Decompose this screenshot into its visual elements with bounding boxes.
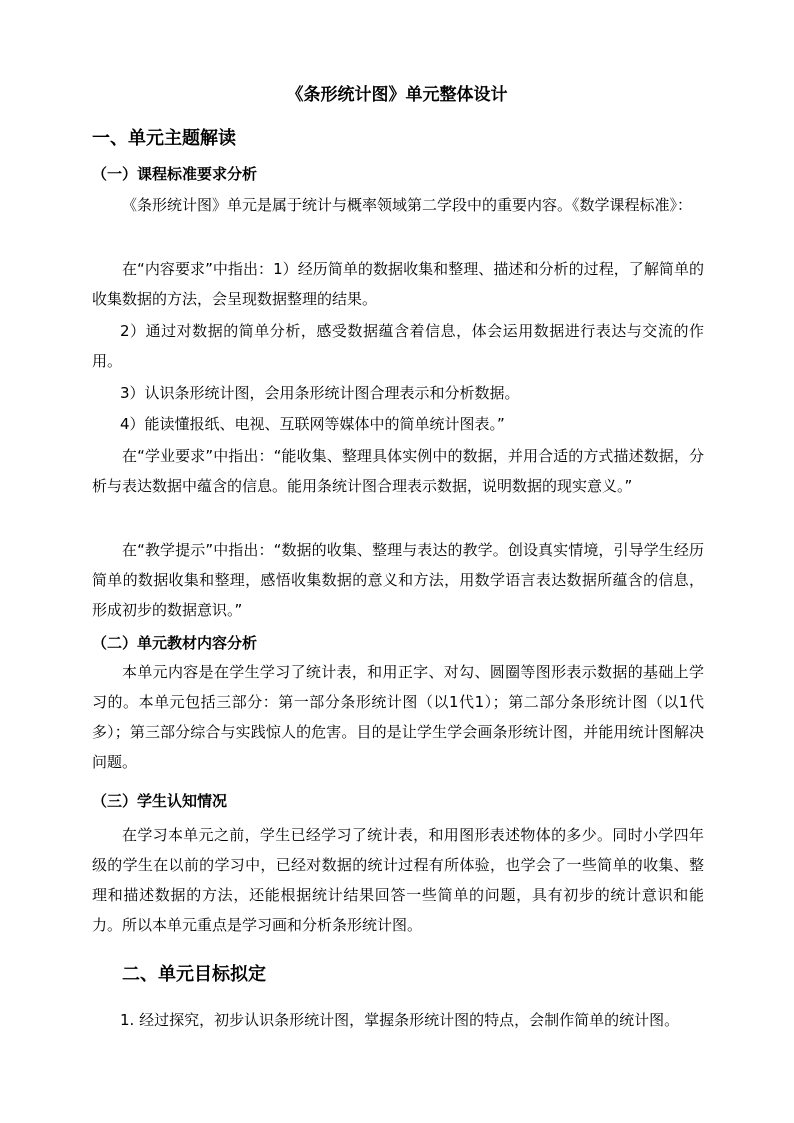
paragraph-requirement-item-3: 3）认识条形统计图，会用条形统计图合理表示和分析数据。 bbox=[120, 384, 520, 402]
document-title: 《条形统计图》单元整体设计 bbox=[286, 85, 508, 105]
section-heading-unit-theme: 一、单元主题解读 bbox=[92, 128, 236, 149]
paragraph-standards-intro: 《条形统计图》单元是属于统计与概率领域第二学段中的重要内容。《数学课程标准》： bbox=[122, 196, 693, 214]
paragraph-textbook-content: 本单元内容是在学生学习了统计表，和用正字、对勾、圆圈等图形表示数据的基础上学习的。本单元包括三部分：第一部分条形统计图（以1代1）；第二部分条形统计图（以1代多）；第三部分综合与实践惊人的危害。目的是让学生学会画条形统计图，并能用统计图解决问题。 bbox=[92, 663, 704, 771]
paragraph-teaching-tips: 在“教学提示”中指出：“数据的收集、整理与表达的教学。创设真实情境，引导学生经历简单的数据收集和整理，感悟收集数据的意义和方法，用数学语言表达数据所蕴含的信息，形成初步的数据意识。” bbox=[92, 541, 704, 619]
subsection-heading-student-cognition: （三）学生认知情况 bbox=[92, 792, 228, 810]
paragraph-requirement-item-2: 2）通过对数据的简单分析，感受数据蕴含着信息，体会运用数据进行表达与交流的作用。 bbox=[92, 322, 704, 370]
paragraph-student-cognition: 在学习本单元之前，学生已经学习了统计表，和用图形表述物体的多少。同时小学四年级的学生在以前的学习中，已经对数据的统计过程有所体验，也学会了一些简单的收集、整理和描述数据的方法，还能根据统计结果回答一些简单的问题，具有初步的统计意识和能力。所以本单元重点是学习画和分析条形统计图。 bbox=[92, 826, 704, 934]
paragraph-requirement-item-4: 4）能读懂报纸、电视、互联网等媒体中的简单统计图表。” bbox=[120, 415, 505, 433]
goal-item-1: 1. 经过探究，初步认识条形统计图，掌握条形统计图的特点，会制作简单的统计图。 bbox=[120, 1011, 680, 1029]
paragraph-content-requirement: 在“内容要求”中指出：1）经历简单的数据收集和整理、描述和分析的过程，了解简单的收集数据的方法，会呈现数据整理的结果。 bbox=[92, 260, 704, 308]
paragraph-academic-requirement: 在“学业要求”中指出：“能收集、整理具体实例中的数据，并用合适的方式描述数据，分析与表达数据中蕴含的信息。能用条统计图合理表示数据，说明数据的现实意义。” bbox=[92, 447, 704, 495]
subsection-heading-textbook-content: （二）单元教材内容分析 bbox=[92, 634, 258, 652]
section-heading-unit-goals: 二、单元目标拟定 bbox=[122, 964, 266, 985]
subsection-heading-curriculum-standards: （一）课程标准要求分析 bbox=[92, 165, 258, 183]
